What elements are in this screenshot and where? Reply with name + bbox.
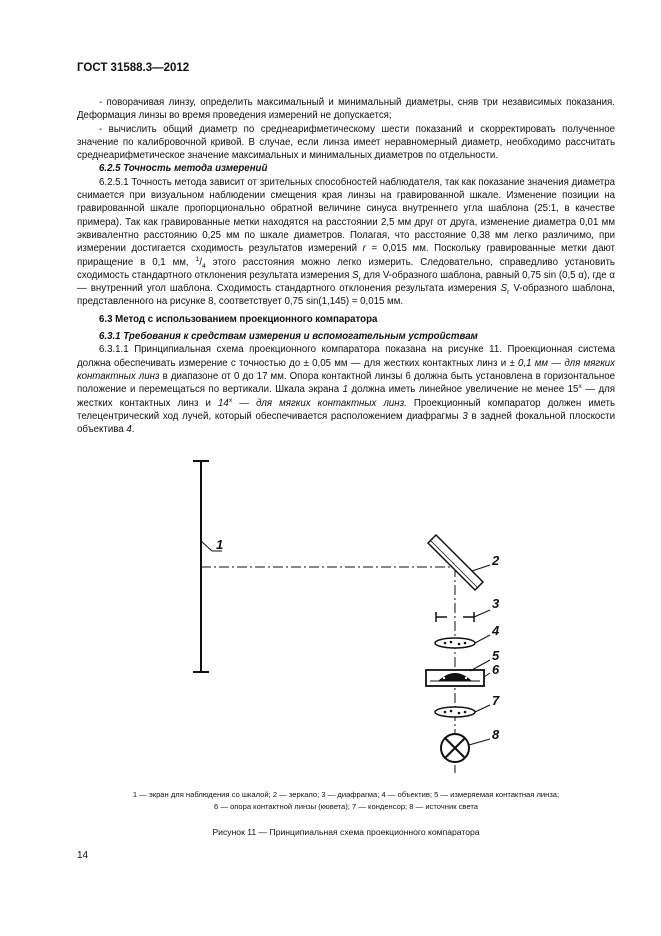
page-header: ГОСТ 31588.3—2012 [77,62,190,74]
paragraph: - вычислить общий диаметр по среднеарифметическому шести показаний и скорректировать полученное значение по калибровочной кривой. В случае, если линза имеет неравномерный диаметр, необходимо рассчитать среднеарифметическое значение максимальных и минимальных диаметров по отдельности. [77,123,615,162]
figure-label: 6 [492,662,500,677]
figure-label: 3 [492,596,500,611]
text-run: S [352,269,359,281]
text-run: в задней фокальной плоскости объектива [77,410,616,436]
fraction-den: 4 [202,262,206,270]
fraction-num: 1 [195,255,200,263]
text-run: для V-образного шаблона, равный 0,75 sin (0,5 α), где α — внутренний угол шаблона. Сходимость стандартного отклонения результата измерения [77,269,615,295]
legend-line: 1 — экран для наблюдения со шкалой; 2 — зеркало; 3 — диафрагма; 4 — объектив; 5 — измеряемая контактная линза; [132,790,560,799]
text-run: должна иметь линейное увеличение не менее 15 [348,384,579,396]
condenser-lens [435,707,475,717]
figure-label: 7 [492,693,500,708]
lens-holder-cuvette [426,670,484,686]
text-body [77,96,615,436]
legend-line: 6 — опора контактной линзы (кювета); 7 — конденсор; 8 — источник света [214,802,478,811]
text-run: V-образного шаблона, представленного на рисунке 8, соответствует 0,75 sin(1,145) = 0,015 мм. [77,283,615,308]
text-run: = 0,015 мм. Поскольку гравированные метки дают приращение в 0,1 мм, [77,243,615,268]
text-run: 6.3.1.1 Принципиальная схема проекционного компаратора показана на рисунке 11. Проекционная система должна обеспечивать измерение с точностью до ± 0,05 мм — для жестких контактных линз и [77,344,615,369]
figure-label: 1 [216,537,224,552]
text-run: 3 [458,410,468,422]
section-heading: 6.3.1 Требования к средствам измерения и вспомогательным устройствам [99,331,478,343]
text-run: 1 [339,384,349,396]
subscript: r [358,275,361,283]
objective-lens [435,638,475,648]
light-source-icon [441,734,469,762]
text-run: S [500,283,508,295]
superscript: x [578,383,582,390]
text-run: — для мягких контактных линз. [232,397,407,409]
figure-label: 4 [492,623,500,638]
paragraph: - поворачивая линзу, определить максимальный и минимальный диаметры, сняв три независимых показания. Деформация линзы во время проведения измерений не допускается; [77,97,615,122]
section-heading: 6.2.5 Точность метода измерений [99,163,268,175]
text-run: — для жестких контактных линз и [77,384,616,409]
paragraph: 6.2.5.1 Точность метода зависит от зрительных способностей наблюдателя, так как показание значения диаметра снимается при визуальном наблюдении смещения края линзы на гравированной шкале. Изменение позиции на гравированной шкале пропорционально обратной величине синуса внутреннего угла шаблона (25:1, в качестве примера). Так как гравированные метки находятся на расстоянии 2,5 мм друг от друга, изменение диаметра 0,01 мм эквивалентно расстоянию 0,25 мм по шкале диаметров. Полагая, что расстояние 0,38 мм легко различимо, при измерении достигается сходимость результатов измерений r = 0,015 мм. Поскольку гравированные метки дают приращение в 0,1 мм, $^1/_4$ этого расстояния можно легко измерить. Следовательно, справедливо установить сходимость стандартного отклонения результата измерения $S_r$ для V-образного шаблона, равный 0,75 sin (0,5 α), где α — внутренний угол шаблона. Сходимость стандартного отклонения результата измерения $S_r$ V-образного шаблона, представленного на рисунке 8, соответствует 0,75 sin(1,145) = 0,015 мм. [77,176,615,308]
page-number: 14 [77,850,89,861]
text-run: ± 0,1 мм — для мягких контактных линз [77,357,615,382]
text-run: Проекционный компаратор должен иметь телецентрический ход лучей, который обеспечивается расположением диафрагмы [77,397,615,422]
figure-caption: Рисунок 11 — Принципиальная схема проекционного компаратора [212,827,480,837]
text-run: 6.2.5.1 Точность метода зависит от зрительных способностей наблюдателя, так как показание значения диаметра снимается при визуальном наблюдении смещения края линзы на гравированной шкале. Изменение позиции на гравированной шкале пропорционально обратной величине синуса внутреннего угла шаблона (25:1, в качестве примера). Так как гравированные метки находятся на расстоянии 2,5 мм друг от друга, изменение диаметра 0,01 мм эквивалентно расстоянию 0,25 мм по шкале диаметров. Полагая, что расстояние 0,38 мм легко различимо, при измерении достигается сходимость результатов измерений [77,176,615,255]
superscript: x [228,396,233,404]
paragraph [77,343,615,436]
section-heading: 6.3 Метод с использованием проекционного компаратора [99,313,378,325]
text-run: . [131,424,135,436]
figure-projection-comparator [0,455,661,785]
subscript: r [507,289,510,297]
text-run: 4 [123,424,132,436]
text-run: 14 [210,397,229,409]
text-run: r [362,243,366,255]
figure-legend [77,789,615,813]
text-run: в диапазоне от 0 до 17 мм. Опора контактной линзы 6 должна быть установлена в горизонтальное положение и перемещаться по вертикали. Шкала экрана [77,370,615,396]
text-run: этого расстояния можно легко измерить. Следовательно, справедливо установить сходимость стандартного отклонения результата измерения [77,256,615,281]
figure-label: 8 [492,727,500,742]
figure-label: 5 [492,648,500,663]
figure-label: 2 [492,553,500,568]
